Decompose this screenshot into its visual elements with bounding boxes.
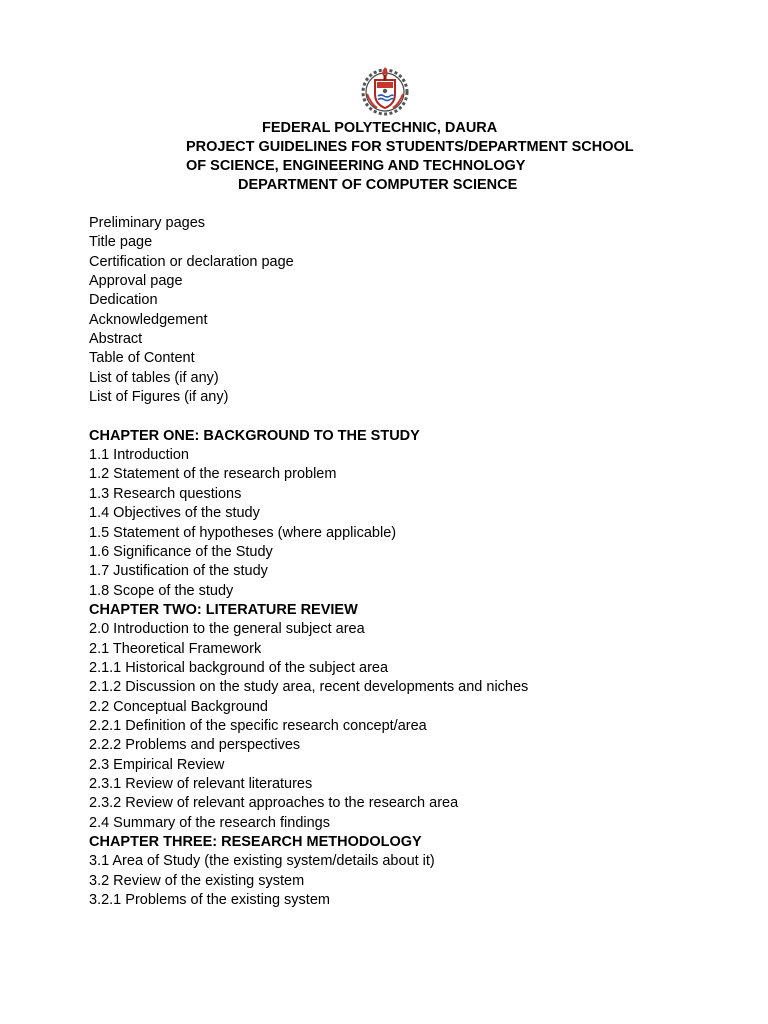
list-item: 1.1 Introduction: [89, 447, 189, 464]
chapter-heading: CHAPTER TWO: LITERATURE REVIEW: [89, 601, 358, 618]
list-item: Preliminary pages: [89, 215, 206, 231]
list-item: 2.3.1 Review of relevant literatures: [89, 775, 313, 792]
list-item: Title page: [89, 234, 153, 251]
chapter-heading: CHAPTER ONE: BACKGROUND TO THE STUDY: [89, 427, 420, 444]
list-item: Dedication: [89, 292, 158, 309]
institution-name: FEDERAL POLYTECHNIC, DAURA: [262, 120, 498, 136]
list-item: 1.2 Statement of the research problem: [89, 466, 337, 483]
list-item: 2.3 Empirical Review: [89, 756, 225, 773]
list-item: 2.2 Conceptual Background: [89, 698, 268, 715]
list-item: 2.2.1 Definition of the specific research concept/area: [89, 717, 427, 734]
institution-logo: [361, 64, 409, 116]
list-item: 2.1.2 Discussion on the study area, recent developments and niches: [89, 679, 529, 696]
section-spacer: [89, 407, 729, 426]
department-name: DEPARTMENT OF COMPUTER SCIENCE: [238, 177, 518, 193]
list-item: 2.3.2 Review of relevant approaches to the research area: [89, 795, 459, 812]
list-item: Approval page: [89, 273, 183, 290]
list-item: 2.4 Summary of the research findings: [89, 814, 330, 831]
list-item: Acknowledgement: [89, 311, 208, 328]
list-item: Certification or declaration page: [89, 253, 294, 270]
document-body: [89, 214, 729, 910]
guidelines-title-line-1: PROJECT GUIDELINES FOR STUDENTS/DEPARTMENT SCHOOL: [186, 139, 634, 155]
list-item: 1.8 Scope of the study: [89, 582, 234, 599]
list-item: 2.1.1 Historical background of the subject area: [89, 659, 389, 676]
chapter-heading: CHAPTER THREE: RESEARCH METHODOLOGY: [89, 834, 422, 850]
list-item: 1.4 Objectives of the study: [89, 505, 260, 522]
list-item: List of tables (if any): [89, 369, 219, 386]
guidelines-title-line-2: OF SCIENCE, ENGINEERING AND TECHNOLOGY: [186, 158, 526, 174]
list-item: Table of Content: [89, 350, 195, 367]
list-item: 1.3 Research questions: [89, 485, 242, 502]
list-item: 2.0 Introduction to the general subject area: [89, 621, 365, 638]
list-item: 2.2.2 Problems and perspectives: [89, 737, 301, 754]
list-item: List of Figures (if any): [89, 389, 229, 406]
list-item: 1.7 Justification of the study: [89, 563, 268, 580]
list-item: Abstract: [89, 331, 143, 348]
list-item: 3.2.1 Problems of the existing system: [89, 892, 330, 909]
list-item: 1.5 Statement of hypotheses (where applicable): [89, 524, 397, 541]
list-item: 3.2 Review of the existing system: [89, 872, 305, 889]
list-item: 3.1 Area of Study (the existing system/details about it): [89, 853, 435, 870]
list-item: 1.6 Significance of the Study: [89, 543, 273, 560]
list-item: 2.1 Theoretical Framework: [89, 640, 262, 657]
